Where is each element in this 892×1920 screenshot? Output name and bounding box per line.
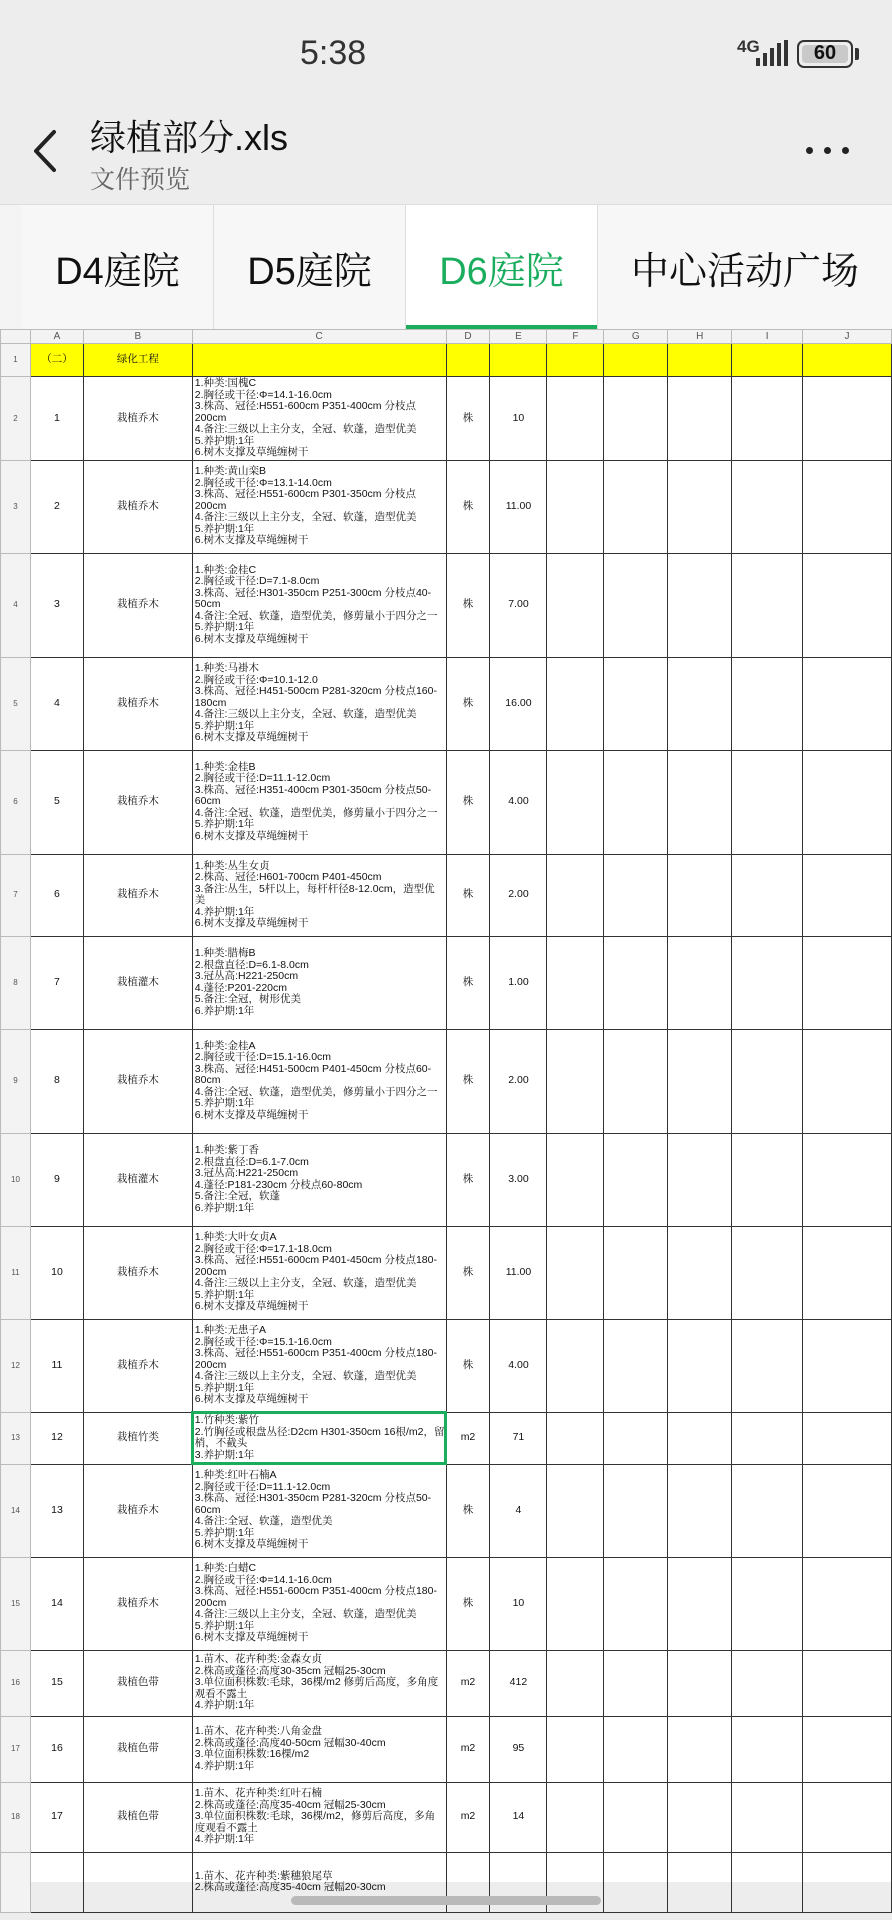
- empty-cell[interactable]: [803, 1133, 892, 1226]
- empty-cell[interactable]: [732, 1852, 803, 1912]
- cell-unit[interactable]: 株: [446, 1557, 490, 1650]
- cell-description[interactable]: 1.种类:无患子A 2.胸径或干径:Φ=15.1-16.0cm 3.株高、冠径:H551-600cm P351-400cm 分枝点180-200cm 4.备注:三级以上主分支，全冠、软蓬，造型优美 5.养护期:1年 6.树木支撑及草绳缠树干: [192, 1319, 446, 1412]
- battery-level: 60: [813, 42, 837, 64]
- empty-cell[interactable]: [604, 936, 668, 1029]
- back-arrow-icon[interactable]: [28, 128, 62, 174]
- column-header[interactable]: F: [547, 330, 604, 344]
- empty-cell[interactable]: [668, 1133, 732, 1226]
- tab-d6[interactable]: D6庭院: [406, 205, 598, 329]
- cell-quantity[interactable]: 16.00: [490, 657, 547, 750]
- cell-unit[interactable]: m2: [446, 1650, 490, 1716]
- cell-description[interactable]: 1.种类:白蜡C 2.胸径或干径:Φ=14.1-16.0cm 3.株高、冠径:H551-600cm P351-400cm 分枝点180-200cm 4.备注:三级以上主分支，全冠、软蓬，造型优美 5.养护期:1年 6.树木支撑及草绳缠树干: [192, 1557, 446, 1650]
- column-header[interactable]: A: [30, 330, 83, 344]
- cell-index[interactable]: 5: [30, 750, 83, 854]
- empty-cell[interactable]: [732, 1412, 803, 1464]
- table-row: [1, 1557, 892, 1650]
- spreadsheet-table: [0, 329, 892, 1913]
- empty-cell[interactable]: [803, 854, 892, 936]
- empty-cell[interactable]: [732, 460, 803, 553]
- cell-unit[interactable]: 株: [446, 1029, 490, 1133]
- cell-category[interactable]: 栽植色带: [83, 1782, 192, 1852]
- column-header[interactable]: H: [668, 330, 732, 344]
- empty-cell[interactable]: [668, 1319, 732, 1412]
- cell-quantity[interactable]: 1.00: [490, 936, 547, 1029]
- cell-description[interactable]: 1.苗木、花卉种类:八角金盘 2.株高或蓬径:高度40-50cm 冠幅30-40cm 3.单位面积株数:16棵/m2 4.养护期:1年: [192, 1716, 446, 1782]
- empty-cell[interactable]: [803, 1716, 892, 1782]
- row-number[interactable]: 15: [1, 1557, 31, 1650]
- cell-description[interactable]: 1.种类:丛生女贞 2.株高、冠径:H601-700cm P401-450cm 3.备注:丛生，5杆以上，每杆杆径8-12.0cm，造型优美 4.养护期:1年 6.树木支撑及草绳缠树干: [192, 854, 446, 936]
- empty-cell[interactable]: [604, 377, 668, 461]
- file-subtitle: 文件预览: [90, 166, 191, 194]
- cell-quantity[interactable]: 2.00: [490, 1029, 547, 1133]
- empty-cell[interactable]: [547, 553, 604, 657]
- empty-cell[interactable]: [604, 460, 668, 553]
- empty-cell[interactable]: [732, 1650, 803, 1716]
- cell-description[interactable]: 1.苗木、花卉种类:紫穗狼尾草 2.株高或蓬径:高度35-40cm 冠幅20-30cm: [192, 1852, 446, 1912]
- cell-category[interactable]: 栽植灌木: [83, 1133, 192, 1226]
- empty-cell[interactable]: [803, 1226, 892, 1319]
- cell[interactable]: 绿化工程: [83, 344, 192, 377]
- home-indicator: [291, 1896, 601, 1905]
- empty-cell[interactable]: [668, 1029, 732, 1133]
- tab-center-plaza[interactable]: 中心活动广场: [598, 205, 892, 329]
- cell-index[interactable]: 11: [30, 1319, 83, 1412]
- cell-description[interactable]: 1.种类:马褂木 2.胸径或干径:Φ=10.1-12.0 3.株高、冠径:H451-500cm P281-320cm 分枝点160-180cm 4.备注:三级以上主分支，全冠、软蓬，造型优美 5.养护期:1年 6.树木支撑及草绳缠树干: [192, 657, 446, 750]
- empty-cell[interactable]: [803, 377, 892, 461]
- empty-cell[interactable]: [547, 1226, 604, 1319]
- row-number[interactable]: 18: [1, 1782, 31, 1852]
- empty-cell[interactable]: [803, 1319, 892, 1412]
- spreadsheet[interactable]: [0, 329, 892, 1893]
- signal-icon: [756, 40, 790, 66]
- cell-index[interactable]: 14: [30, 1557, 83, 1650]
- cell-quantity[interactable]: 4.00: [490, 750, 547, 854]
- empty-cell[interactable]: [547, 1782, 604, 1852]
- column-header[interactable]: C: [192, 330, 446, 344]
- cell-unit[interactable]: 株: [446, 460, 490, 553]
- empty-cell[interactable]: [604, 1716, 668, 1782]
- empty-cell[interactable]: [668, 1557, 732, 1650]
- empty-cell[interactable]: [604, 1029, 668, 1133]
- cell[interactable]: [803, 344, 892, 377]
- cell-unit[interactable]: 株: [446, 1133, 490, 1226]
- cell-index[interactable]: 17: [30, 1782, 83, 1852]
- empty-cell[interactable]: [803, 1650, 892, 1716]
- cell-index[interactable]: 2: [30, 460, 83, 553]
- empty-cell[interactable]: [803, 1852, 892, 1912]
- cell-unit[interactable]: m2: [446, 1716, 490, 1782]
- cell-category[interactable]: 栽植色带: [83, 1650, 192, 1716]
- cell-category[interactable]: 栽植色带: [83, 1716, 192, 1782]
- empty-cell[interactable]: [547, 377, 604, 461]
- cell-index[interactable]: [30, 1852, 83, 1912]
- cell-unit[interactable]: 株: [446, 1464, 490, 1557]
- empty-cell[interactable]: [604, 1226, 668, 1319]
- empty-cell[interactable]: [547, 1319, 604, 1412]
- cell-index[interactable]: 10: [30, 1226, 83, 1319]
- cell-index[interactable]: 4: [30, 657, 83, 750]
- sheet-tabs: [0, 204, 892, 330]
- cell-unit[interactable]: m2: [446, 1412, 490, 1464]
- empty-cell[interactable]: [547, 1716, 604, 1782]
- empty-cell[interactable]: [547, 936, 604, 1029]
- cell-description[interactable]: 1.种类:国槐C 2.胸径或干径:Φ=14.1-16.0cm 3.株高、冠径:H551-600cm P351-400cm 分枝点200cm 4.备注:三级以上主分支，全冠、软蓬，造型优美 5.养护期:1年 6.树木支撑及草绳缠树干: [192, 377, 446, 461]
- empty-cell[interactable]: [668, 460, 732, 553]
- cell-category[interactable]: 栽植乔木: [83, 553, 192, 657]
- cell-category[interactable]: 栽植乔木: [83, 460, 192, 553]
- table-row: [1, 750, 892, 854]
- empty-cell[interactable]: [803, 936, 892, 1029]
- empty-cell[interactable]: [547, 1133, 604, 1226]
- empty-cell[interactable]: [547, 1412, 604, 1464]
- empty-cell[interactable]: [604, 1412, 668, 1464]
- empty-cell[interactable]: [732, 553, 803, 657]
- cell[interactable]: [668, 344, 732, 377]
- row-number[interactable]: 4: [1, 553, 31, 657]
- empty-cell[interactable]: [547, 1029, 604, 1133]
- empty-cell[interactable]: [668, 1412, 732, 1464]
- row-number[interactable]: 6: [1, 750, 31, 854]
- table-row: [1, 1464, 892, 1557]
- cell-quantity[interactable]: 2.00: [490, 854, 547, 936]
- cell-index[interactable]: 3: [30, 553, 83, 657]
- cell[interactable]: [732, 344, 803, 377]
- empty-cell[interactable]: [668, 1226, 732, 1319]
- row-number[interactable]: 14: [1, 1464, 31, 1557]
- empty-cell[interactable]: [604, 1557, 668, 1650]
- empty-cell[interactable]: [547, 657, 604, 750]
- table-row: [1, 344, 892, 377]
- empty-cell[interactable]: [604, 1319, 668, 1412]
- row-number[interactable]: [1, 1852, 31, 1912]
- cell-quantity[interactable]: 11.00: [490, 460, 547, 553]
- table-row: [1, 1319, 892, 1412]
- status-time: 5:38: [300, 34, 367, 72]
- empty-cell[interactable]: [604, 1464, 668, 1557]
- empty-cell[interactable]: [604, 1782, 668, 1852]
- empty-cell[interactable]: [732, 1029, 803, 1133]
- cell-description[interactable]: 1.种类:红叶石楠A 2.胸径或干径:D=11.1-12.0cm 3.株高、冠径:H301-350cm P281-320cm 分枝点50-60cm 4.备注:全冠、软蓬，造型优美 5.养护期:1年 6.树木支撑及草绳缠树干: [192, 1464, 446, 1557]
- file-title: 绿植部分.xls: [90, 117, 289, 158]
- cell-description[interactable]: 1.种类:黄山栾B 2.胸径或干径:Φ=13.1-14.0cm 3.株高、冠径:H551-600cm P301-350cm 分枝点200cm 4.备注:三级以上主分支，全冠、软蓬，造型优美 5.养护期:1年 6.树木支撑及草绳缠树干: [192, 460, 446, 553]
- cell-category[interactable]: 栽植乔木: [83, 377, 192, 461]
- empty-cell[interactable]: [668, 377, 732, 461]
- cell-category[interactable]: [83, 1852, 192, 1912]
- empty-cell[interactable]: [547, 1464, 604, 1557]
- cell-quantity[interactable]: 11.00: [490, 1226, 547, 1319]
- cell[interactable]: （二）: [30, 344, 83, 377]
- cell-description[interactable]: 1.苗木、花卉种类:金森女贞 2.株高或蓬径:高度30-35cm 冠幅25-30cm 3.单位面积株数:毛球，36棵/m2 修剪后高度，多角度观看不露土 4.养护期:1年: [192, 1650, 446, 1716]
- empty-cell[interactable]: [803, 1412, 892, 1464]
- cell-index[interactable]: 13: [30, 1464, 83, 1557]
- cell-category[interactable]: 栽植乔木: [83, 750, 192, 854]
- column-header[interactable]: G: [604, 330, 668, 344]
- empty-cell[interactable]: [668, 1852, 732, 1912]
- row-number[interactable]: 10: [1, 1133, 31, 1226]
- table-row: [1, 1650, 892, 1716]
- empty-cell[interactable]: [732, 854, 803, 936]
- empty-cell[interactable]: [732, 377, 803, 461]
- cell-unit[interactable]: 株: [446, 1226, 490, 1319]
- empty-cell[interactable]: [732, 1464, 803, 1557]
- cell-unit[interactable]: 株: [446, 377, 490, 461]
- row-number[interactable]: 1: [1, 344, 31, 377]
- empty-cell[interactable]: [668, 1716, 732, 1782]
- empty-cell[interactable]: [732, 750, 803, 854]
- battery-icon: [797, 40, 853, 68]
- status-bar: [0, 0, 892, 100]
- empty-cell[interactable]: [732, 1782, 803, 1852]
- row-number[interactable]: 9: [1, 1029, 31, 1133]
- empty-cell[interactable]: [732, 657, 803, 750]
- empty-cell[interactable]: [668, 750, 732, 854]
- cell-category[interactable]: 栽植乔木: [83, 1557, 192, 1650]
- row-number[interactable]: 11: [1, 1226, 31, 1319]
- table-row: [1, 1412, 892, 1464]
- cell-unit[interactable]: 株: [446, 854, 490, 936]
- cell-index[interactable]: 16: [30, 1716, 83, 1782]
- empty-cell[interactable]: [803, 460, 892, 553]
- row-number[interactable]: 2: [1, 377, 31, 461]
- empty-cell[interactable]: [668, 854, 732, 936]
- cell-quantity[interactable]: 7.00: [490, 553, 547, 657]
- column-header[interactable]: E: [490, 330, 547, 344]
- row-number[interactable]: 3: [1, 460, 31, 553]
- empty-cell[interactable]: [803, 1557, 892, 1650]
- cell-description[interactable]: 1.种类:金桂C 2.胸径或干径:D=7.1-8.0cm 3.株高、冠径:H301-350cm P251-300cm 分枝点40-50cm 4.备注:全冠、软蓬，造型优美，修剪量小于四分之一 5.养护期:1年 6.树木支撑及草绳缠树干: [192, 553, 446, 657]
- empty-cell[interactable]: [732, 1133, 803, 1226]
- empty-cell[interactable]: [803, 1782, 892, 1852]
- cell-quantity[interactable]: 14: [490, 1782, 547, 1852]
- empty-cell[interactable]: [668, 657, 732, 750]
- empty-cell[interactable]: [668, 936, 732, 1029]
- empty-cell[interactable]: [668, 1650, 732, 1716]
- cell-unit[interactable]: 株: [446, 657, 490, 750]
- cell-unit[interactable]: 株: [446, 936, 490, 1029]
- cell-index[interactable]: 1: [30, 377, 83, 461]
- cell-description[interactable]: 1.竹种类:紫竹 2.竹胸径或根盘丛径:D2cm H301-350cm 16根/m2，留梢，不截头 3.养护期:1年: [192, 1412, 446, 1464]
- row-number[interactable]: 17: [1, 1716, 31, 1782]
- empty-cell[interactable]: [732, 1319, 803, 1412]
- empty-cell[interactable]: [604, 750, 668, 854]
- empty-cell[interactable]: [547, 460, 604, 553]
- cell[interactable]: [604, 344, 668, 377]
- table-row: [1, 553, 892, 657]
- column-header[interactable]: B: [83, 330, 192, 344]
- cell-index[interactable]: 7: [30, 936, 83, 1029]
- cell-category[interactable]: 栽植乔木: [83, 1226, 192, 1319]
- cell-category[interactable]: 栽植乔木: [83, 1464, 192, 1557]
- cell-category[interactable]: 栽植乔木: [83, 657, 192, 750]
- cell-quantity[interactable]: 10: [490, 1557, 547, 1650]
- empty-cell[interactable]: [547, 750, 604, 854]
- empty-cell[interactable]: [803, 553, 892, 657]
- empty-cell[interactable]: [547, 854, 604, 936]
- cell-quantity[interactable]: 3.00: [490, 1133, 547, 1226]
- cell-unit[interactable]: 株: [446, 750, 490, 854]
- row-number[interactable]: 12: [1, 1319, 31, 1412]
- cell-category[interactable]: 栽植乔木: [83, 1029, 192, 1133]
- table-row: [1, 1782, 892, 1852]
- cell-index[interactable]: 8: [30, 1029, 83, 1133]
- cell-description[interactable]: 1.种类:金桂A 2.胸径或干径:D=15.1-16.0cm 3.株高、冠径:H451-500cm P401-450cm 分枝点60-80cm 4.备注:全冠、软蓬，造型优美，修剪量小于四分之一 5.养护期:1年 6.树木支撑及草绳缠树干: [192, 1029, 446, 1133]
- cell-index[interactable]: 6: [30, 854, 83, 936]
- empty-cell[interactable]: [732, 936, 803, 1029]
- empty-cell[interactable]: [604, 1133, 668, 1226]
- cell[interactable]: [446, 344, 490, 377]
- table-row: [1, 1226, 892, 1319]
- empty-cell[interactable]: [732, 1226, 803, 1319]
- cell-description[interactable]: 1.种类:金桂B 2.胸径或干径:D=11.1-12.0cm 3.株高、冠径:H351-400cm P301-350cm 分枝点50-60cm 4.备注:全冠、软蓬，造型优美，修剪量小于四分之一 5.养护期:1年 6.树木支撑及草绳缠树干: [192, 750, 446, 854]
- row-number[interactable]: 16: [1, 1650, 31, 1716]
- cell-quantity[interactable]: 412: [490, 1650, 547, 1716]
- cell-description[interactable]: 1.种类:腊梅B 2.根盘直径:D=6.1-8.0cm 3.冠丛高:H221-250cm 4.蓬径:P201-220cm 5.备注:全冠，树形优美 6.养护期:1年: [192, 936, 446, 1029]
- cell-index[interactable]: 9: [30, 1133, 83, 1226]
- cell-category[interactable]: 栽植乔木: [83, 854, 192, 936]
- empty-cell[interactable]: [604, 553, 668, 657]
- empty-cell[interactable]: [547, 1650, 604, 1716]
- empty-cell[interactable]: [732, 1716, 803, 1782]
- network-type: 4G: [737, 37, 760, 56]
- table-row: [1, 936, 892, 1029]
- cell[interactable]: [192, 344, 446, 377]
- cell-quantity[interactable]: 4: [490, 1464, 547, 1557]
- empty-cell[interactable]: [668, 1782, 732, 1852]
- cell-category[interactable]: 栽植竹类: [83, 1412, 192, 1464]
- table-row: [1, 377, 892, 461]
- table-row: [1, 460, 892, 553]
- cell-description[interactable]: 1.苗木、花卉种类:红叶石楠 2.株高或蓬径:高度35-40cm 冠幅25-30cm 3.单位面积株数:毛球，36棵/m2，修剪后高度，多角度观看不露土 4.养护期:1年: [192, 1782, 446, 1852]
- cell-description[interactable]: 1.种类:大叶女贞A 2.胸径或干径:Φ=17.1-18.0cm 3.株高、冠径:H551-600cm P401-450cm 分枝点180-200cm 4.备注:三级以上主分支，全冠、软蓬，造型优美 5.养护期:1年 6.树木支撑及草绳缠树干: [192, 1226, 446, 1319]
- row-number[interactable]: 7: [1, 854, 31, 936]
- table-row: [1, 657, 892, 750]
- cell-index[interactable]: 15: [30, 1650, 83, 1716]
- cell-index[interactable]: 12: [30, 1412, 83, 1464]
- column-header[interactable]: D: [446, 330, 490, 344]
- table-row: [1, 854, 892, 936]
- cell[interactable]: [490, 344, 547, 377]
- table-row: [1, 1133, 892, 1226]
- empty-cell[interactable]: [803, 750, 892, 854]
- table-row: [1, 1029, 892, 1133]
- cell-unit[interactable]: 株: [446, 1319, 490, 1412]
- tab-d5[interactable]: D5庭院: [214, 205, 406, 329]
- empty-cell[interactable]: [604, 657, 668, 750]
- more-options-icon[interactable]: [806, 140, 850, 160]
- empty-cell[interactable]: [604, 854, 668, 936]
- empty-cell[interactable]: [803, 1029, 892, 1133]
- cell-category[interactable]: 栽植乔木: [83, 1319, 192, 1412]
- cell-category[interactable]: 栽植灌木: [83, 936, 192, 1029]
- empty-cell[interactable]: [668, 1464, 732, 1557]
- cell-unit[interactable]: m2: [446, 1782, 490, 1852]
- empty-cell[interactable]: [604, 1852, 668, 1912]
- cell-description[interactable]: 1.种类:紫丁香 2.根盘直径:D=6.1-7.0cm 3.冠丛高:H221-250cm 4.蓬径:P181-230cm 分枝点60-80cm 5.备注:全冠，软蓬 6.养护期:1年: [192, 1133, 446, 1226]
- cell-quantity[interactable]: 95: [490, 1716, 547, 1782]
- cell-quantity[interactable]: 4.00: [490, 1319, 547, 1412]
- table-row: [1, 1716, 892, 1782]
- empty-cell[interactable]: [547, 1557, 604, 1650]
- empty-cell[interactable]: [604, 1650, 668, 1716]
- cell-quantity[interactable]: 71: [490, 1412, 547, 1464]
- row-number[interactable]: 5: [1, 657, 31, 750]
- empty-cell[interactable]: [803, 657, 892, 750]
- column-header[interactable]: J: [803, 330, 892, 344]
- cell[interactable]: [547, 344, 604, 377]
- row-number[interactable]: 8: [1, 936, 31, 1029]
- cell-unit[interactable]: 株: [446, 553, 490, 657]
- cell-quantity[interactable]: 10: [490, 377, 547, 461]
- row-number[interactable]: 13: [1, 1412, 31, 1464]
- empty-cell[interactable]: [732, 1557, 803, 1650]
- empty-cell[interactable]: [668, 553, 732, 657]
- empty-cell[interactable]: [803, 1464, 892, 1557]
- column-header[interactable]: I: [732, 330, 803, 344]
- corner-cell[interactable]: [1, 330, 31, 344]
- tab-d4[interactable]: D4庭院: [22, 205, 214, 329]
